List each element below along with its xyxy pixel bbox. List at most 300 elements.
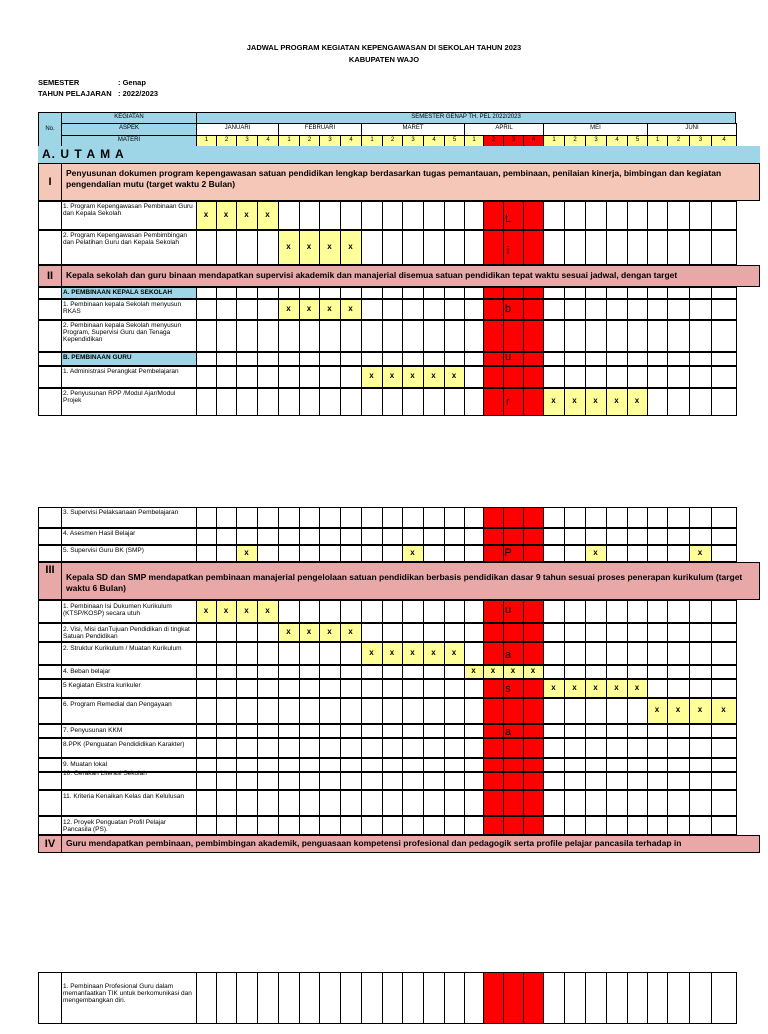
week-cell bbox=[361, 545, 383, 562]
week-cell bbox=[667, 600, 690, 623]
week-cell bbox=[423, 287, 445, 299]
week-cell bbox=[382, 320, 403, 352]
week-header-cell: 4 bbox=[606, 135, 628, 147]
week-cell bbox=[483, 698, 504, 724]
week-cell bbox=[340, 201, 362, 230]
week-cell bbox=[236, 816, 258, 835]
week-cell bbox=[543, 790, 565, 816]
week-cell bbox=[606, 790, 628, 816]
week-cell bbox=[423, 972, 445, 1024]
week-cell bbox=[257, 738, 279, 758]
section-iv-text: Guru mendapatkan pembinaan, pembimbingan akademik, penguasaan kompetensi profesional dan pedagogik serta profile pelajar pancasila terhadap in bbox=[61, 835, 760, 853]
week-cell bbox=[361, 738, 383, 758]
week-cell bbox=[361, 320, 383, 352]
week-cell bbox=[361, 528, 383, 545]
week-cell bbox=[257, 758, 279, 772]
week-cell bbox=[278, 679, 300, 698]
week-cell bbox=[711, 201, 737, 230]
week-cell bbox=[196, 772, 217, 790]
week-cell bbox=[382, 230, 403, 265]
week-header-cell: 1 bbox=[464, 135, 484, 147]
week-cell bbox=[503, 366, 524, 388]
week-header-cell: 4 bbox=[523, 135, 544, 147]
week-cell bbox=[689, 528, 712, 545]
week-cell bbox=[689, 201, 712, 230]
week-cell bbox=[361, 665, 383, 679]
week-cell bbox=[483, 366, 504, 388]
row-number-cell bbox=[38, 299, 62, 320]
week-cell bbox=[543, 623, 565, 642]
row-label: 4. Beban belajar bbox=[63, 668, 111, 675]
week-cell bbox=[585, 665, 607, 679]
week-cell bbox=[647, 366, 668, 388]
month-header-januari: JANUARI bbox=[196, 123, 279, 136]
week-cell bbox=[689, 287, 712, 299]
week-cell bbox=[382, 758, 403, 772]
section-a-heading: A. U T A M A bbox=[38, 146, 760, 163]
week-cell bbox=[278, 352, 300, 366]
week-cell bbox=[667, 724, 690, 738]
schedule-mark: x bbox=[327, 626, 332, 636]
week-cell bbox=[689, 366, 712, 388]
week-cell bbox=[278, 758, 300, 772]
month-header-mei: MEI bbox=[543, 123, 648, 136]
week-cell bbox=[585, 201, 607, 230]
week-cell bbox=[319, 772, 341, 790]
week-cell bbox=[299, 545, 320, 562]
row-label: 7. Penyusunan KKM bbox=[63, 727, 123, 734]
week-cell bbox=[585, 772, 607, 790]
week-cell bbox=[523, 287, 544, 299]
week-cell bbox=[340, 352, 362, 366]
header-kegiatan: KEGIATAN bbox=[61, 112, 197, 124]
week-cell bbox=[299, 642, 320, 665]
week-cell bbox=[196, 320, 217, 352]
week-cell bbox=[216, 816, 237, 835]
week-cell bbox=[236, 320, 258, 352]
week-cell bbox=[444, 758, 465, 772]
week-cell bbox=[278, 738, 300, 758]
week-cell bbox=[236, 287, 258, 299]
week-cell bbox=[667, 642, 690, 665]
week-cell bbox=[564, 201, 586, 230]
week-cell bbox=[402, 724, 424, 738]
section-iii-number: III bbox=[38, 562, 62, 600]
schedule-mark: x bbox=[551, 396, 556, 405]
week-cell bbox=[627, 230, 648, 265]
week-cell bbox=[423, 507, 445, 528]
week-cell bbox=[606, 201, 628, 230]
week-cell bbox=[606, 816, 628, 835]
week-cell bbox=[236, 366, 258, 388]
week-cell bbox=[257, 230, 279, 265]
week-cell bbox=[340, 790, 362, 816]
week-header-cell: 3 bbox=[236, 135, 258, 147]
week-cell bbox=[647, 230, 668, 265]
week-cell bbox=[606, 724, 628, 738]
week-cell bbox=[196, 287, 217, 299]
week-cell bbox=[319, 287, 341, 299]
week-cell bbox=[444, 724, 465, 738]
week-cell bbox=[319, 642, 341, 665]
week-cell bbox=[464, 507, 484, 528]
week-cell bbox=[236, 738, 258, 758]
week-cell bbox=[564, 623, 586, 642]
week-cell bbox=[236, 642, 258, 665]
week-cell bbox=[711, 287, 737, 299]
section-iii-text: Kepala SD dan SMP mendapatkan pembinaan manajerial pengelolaan satuan pendidikan berbasis pendidikan dasar 9 tahun sesuai proses penerapan kurikulum (target waktu 6 Bulan) bbox=[61, 562, 760, 600]
week-cell bbox=[585, 352, 607, 366]
week-cell bbox=[627, 600, 648, 623]
week-cell bbox=[340, 507, 362, 528]
week-cell bbox=[585, 287, 607, 299]
week-cell bbox=[606, 772, 628, 790]
week-header-cell: 5 bbox=[627, 135, 648, 147]
schedule-mark: x bbox=[410, 647, 415, 657]
week-cell bbox=[543, 299, 565, 320]
week-cell bbox=[257, 299, 279, 320]
schedule-mark: x bbox=[223, 209, 229, 219]
week-cell bbox=[423, 388, 445, 416]
week-cell bbox=[196, 724, 217, 738]
week-cell bbox=[299, 758, 320, 772]
week-cell bbox=[483, 758, 504, 772]
row-number-cell bbox=[38, 352, 62, 366]
week-cell bbox=[585, 600, 607, 623]
week-cell bbox=[361, 600, 383, 623]
week-cell bbox=[483, 528, 504, 545]
schedule-mark: x bbox=[551, 682, 556, 692]
schedule-mark: x bbox=[614, 396, 619, 405]
week-cell bbox=[503, 790, 524, 816]
week-cell bbox=[464, 724, 484, 738]
schedule-mark: x bbox=[203, 209, 209, 219]
week-cell bbox=[361, 758, 383, 772]
week-cell bbox=[711, 352, 737, 366]
week-cell bbox=[257, 972, 279, 1024]
week-cell bbox=[402, 698, 424, 724]
week-cell bbox=[444, 772, 465, 790]
row-number-cell bbox=[38, 230, 62, 265]
semester-label: SEMESTER bbox=[38, 78, 80, 87]
week-cell bbox=[236, 679, 258, 698]
week-cell bbox=[196, 642, 217, 665]
schedule-mark: x bbox=[244, 547, 249, 557]
week-cell bbox=[319, 352, 341, 366]
week-cell bbox=[278, 816, 300, 835]
week-cell bbox=[236, 790, 258, 816]
holiday-letter: s bbox=[505, 683, 511, 695]
schedule-mark: x bbox=[389, 371, 395, 380]
header-materi: MATERI bbox=[61, 135, 197, 147]
document-subtitle: KABUPATEN WAJO bbox=[348, 55, 420, 64]
week-cell bbox=[361, 623, 383, 642]
week-cell bbox=[278, 698, 300, 724]
week-cell bbox=[464, 545, 484, 562]
week-cell bbox=[382, 738, 403, 758]
week-cell bbox=[319, 698, 341, 724]
week-cell bbox=[402, 201, 424, 230]
row-number-cell bbox=[38, 287, 62, 299]
row-number-cell bbox=[38, 738, 62, 758]
row-number-cell bbox=[38, 758, 62, 772]
week-cell bbox=[299, 972, 320, 1024]
week-cell bbox=[444, 972, 465, 1024]
week-cell bbox=[503, 698, 524, 724]
week-cell bbox=[543, 366, 565, 388]
week-cell bbox=[543, 528, 565, 545]
schedule-mark: x bbox=[306, 626, 312, 636]
header-aspek: ASPEK bbox=[61, 123, 197, 136]
week-cell bbox=[278, 388, 300, 416]
week-cell bbox=[299, 507, 320, 528]
week-cell bbox=[402, 230, 424, 265]
week-cell bbox=[299, 600, 320, 623]
row-number-cell bbox=[38, 320, 62, 352]
week-cell bbox=[564, 738, 586, 758]
week-cell bbox=[299, 724, 320, 738]
week-cell bbox=[196, 623, 217, 642]
week-cell bbox=[257, 545, 279, 562]
week-cell bbox=[402, 528, 424, 545]
week-cell bbox=[340, 528, 362, 545]
month-header-februari: FEBRUARI bbox=[278, 123, 362, 136]
week-cell bbox=[196, 790, 217, 816]
week-cell bbox=[564, 772, 586, 790]
schedule-mark: x bbox=[697, 547, 703, 557]
week-cell bbox=[523, 972, 544, 1024]
week-cell bbox=[340, 772, 362, 790]
month-header-april: APRIL bbox=[464, 123, 544, 136]
week-cell bbox=[257, 665, 279, 679]
week-cell bbox=[711, 623, 737, 642]
holiday-letter: L bbox=[504, 213, 512, 225]
week-cell bbox=[483, 972, 504, 1024]
week-cell bbox=[444, 352, 465, 366]
week-cell bbox=[464, 772, 484, 790]
week-cell bbox=[423, 772, 445, 790]
week-cell bbox=[382, 972, 403, 1024]
week-cell bbox=[627, 738, 648, 758]
week-cell bbox=[361, 507, 383, 528]
row-label: 5 Kegiatan Ekstra kurikuler bbox=[63, 682, 141, 689]
week-cell bbox=[402, 772, 424, 790]
week-cell bbox=[543, 972, 565, 1024]
week-cell bbox=[340, 698, 362, 724]
week-cell bbox=[711, 642, 737, 665]
week-cell bbox=[257, 790, 279, 816]
schedule-mark: x bbox=[451, 647, 457, 657]
week-cell bbox=[299, 320, 320, 352]
week-cell bbox=[483, 287, 504, 299]
week-cell bbox=[667, 816, 690, 835]
week-cell bbox=[196, 299, 217, 320]
week-cell bbox=[627, 665, 648, 679]
row-label: 1. Pembinaan kepala Sekolah menyusun RKAS bbox=[63, 301, 182, 315]
week-cell bbox=[236, 972, 258, 1024]
tahun-value: : 2022/2023 bbox=[118, 89, 159, 98]
week-cell bbox=[402, 790, 424, 816]
week-cell bbox=[627, 528, 648, 545]
week-cell bbox=[299, 366, 320, 388]
row-number-cell bbox=[38, 528, 62, 545]
week-cell bbox=[361, 790, 383, 816]
schedule-mark: x bbox=[369, 647, 374, 657]
week-cell bbox=[503, 320, 524, 352]
week-cell bbox=[627, 724, 648, 738]
schedule-mark: x bbox=[306, 303, 312, 313]
week-cell bbox=[444, 545, 465, 562]
week-cell bbox=[402, 972, 424, 1024]
week-cell bbox=[319, 738, 341, 758]
row-number-cell bbox=[38, 507, 62, 528]
schedule-mark: x bbox=[286, 303, 291, 313]
week-cell bbox=[299, 388, 320, 416]
week-cell bbox=[216, 623, 237, 642]
week-cell bbox=[543, 816, 565, 835]
section-iv-number: IV bbox=[38, 835, 62, 853]
week-cell bbox=[606, 972, 628, 1024]
week-cell bbox=[299, 679, 320, 698]
row-number-cell bbox=[38, 790, 62, 816]
week-cell bbox=[647, 665, 668, 679]
week-cell bbox=[711, 388, 737, 416]
week-cell bbox=[361, 352, 383, 366]
week-cell bbox=[257, 528, 279, 545]
document-title: JADWAL PROGRAM KEGIATAN KEPENGAWASAN DI SEKOLAH TAHUN 2023 bbox=[246, 43, 522, 52]
week-cell bbox=[606, 545, 628, 562]
week-cell bbox=[196, 698, 217, 724]
week-header-cell: 4 bbox=[423, 135, 445, 147]
row-label: 1. Pembinaan Profesional Guru dalam memanfaatkan TIK untuk berkomunikasi dan mengembangkan diri. bbox=[63, 983, 192, 1004]
schedule-mark: x bbox=[593, 547, 598, 557]
week-cell bbox=[564, 528, 586, 545]
week-cell bbox=[543, 724, 565, 738]
month-header-maret: MARET bbox=[361, 123, 465, 136]
week-cell bbox=[278, 320, 300, 352]
week-cell bbox=[423, 816, 445, 835]
week-cell bbox=[402, 352, 424, 366]
schedule-mark: x bbox=[265, 209, 270, 219]
schedule-mark: x bbox=[389, 647, 395, 657]
row-number-cell bbox=[38, 698, 62, 724]
week-cell bbox=[340, 642, 362, 665]
week-header-cell: 2 bbox=[667, 135, 690, 147]
week-cell bbox=[689, 972, 712, 1024]
week-cell bbox=[382, 724, 403, 738]
subsection-a-heading: A. PEMBINAAN KEPALA SEKOLAH bbox=[63, 289, 173, 296]
holiday-letter: a bbox=[504, 649, 512, 661]
week-cell bbox=[564, 299, 586, 320]
week-cell bbox=[444, 738, 465, 758]
week-header-cell: 2 bbox=[564, 135, 586, 147]
week-cell bbox=[464, 388, 484, 416]
week-cell bbox=[564, 972, 586, 1024]
week-cell bbox=[236, 772, 258, 790]
week-cell bbox=[689, 507, 712, 528]
row-label: 2. Visi, Misi danTujuan Pendidikan di tingkat Satuan Pendidikan bbox=[63, 626, 190, 640]
week-cell bbox=[444, 600, 465, 623]
week-cell bbox=[423, 545, 445, 562]
week-cell bbox=[382, 528, 403, 545]
week-cell bbox=[361, 724, 383, 738]
week-cell bbox=[606, 758, 628, 772]
week-cell bbox=[606, 642, 628, 665]
week-cell bbox=[464, 201, 484, 230]
week-cell bbox=[361, 287, 383, 299]
week-cell bbox=[711, 790, 737, 816]
week-cell bbox=[278, 972, 300, 1024]
row-number-cell bbox=[38, 388, 62, 416]
week-cell bbox=[585, 642, 607, 665]
week-cell bbox=[585, 623, 607, 642]
schedule-mark: x bbox=[223, 605, 229, 615]
week-cell bbox=[402, 287, 424, 299]
week-cell bbox=[606, 665, 628, 679]
week-cell bbox=[464, 366, 484, 388]
week-cell bbox=[564, 545, 586, 562]
week-cell bbox=[236, 724, 258, 738]
week-cell bbox=[236, 507, 258, 528]
week-cell bbox=[647, 201, 668, 230]
week-cell bbox=[503, 738, 524, 758]
week-cell bbox=[278, 366, 300, 388]
week-cell bbox=[278, 665, 300, 679]
header-no: No. bbox=[38, 112, 62, 147]
week-cell bbox=[564, 287, 586, 299]
week-cell bbox=[464, 642, 484, 665]
week-cell bbox=[483, 623, 504, 642]
week-cell bbox=[402, 299, 424, 320]
week-cell bbox=[689, 642, 712, 665]
week-cell bbox=[543, 758, 565, 772]
row-number-cell bbox=[38, 724, 62, 738]
row-label: 3. Supervisi Pelaksanaan Pembelajaran bbox=[63, 509, 179, 516]
week-cell bbox=[382, 816, 403, 835]
week-cell bbox=[196, 738, 217, 758]
week-cell bbox=[236, 528, 258, 545]
week-cell bbox=[196, 679, 217, 698]
week-cell bbox=[647, 772, 668, 790]
week-cell bbox=[564, 758, 586, 772]
week-cell bbox=[464, 972, 484, 1024]
week-cell bbox=[257, 623, 279, 642]
schedule-mark: x bbox=[327, 241, 332, 251]
week-cell bbox=[503, 758, 524, 772]
week-header-cell: 2 bbox=[382, 135, 403, 147]
week-cell bbox=[340, 724, 362, 738]
week-cell bbox=[483, 738, 504, 758]
week-cell bbox=[299, 772, 320, 790]
week-cell bbox=[216, 724, 237, 738]
row-number-cell bbox=[38, 816, 62, 835]
week-cell bbox=[564, 816, 586, 835]
week-cell bbox=[361, 388, 383, 416]
week-cell bbox=[627, 758, 648, 772]
week-cell bbox=[382, 507, 403, 528]
schedule-mark: x bbox=[572, 682, 577, 692]
week-cell bbox=[667, 230, 690, 265]
week-cell bbox=[543, 772, 565, 790]
schedule-mark: x bbox=[572, 396, 577, 405]
schedule-mark: x bbox=[265, 605, 270, 615]
week-cell bbox=[382, 790, 403, 816]
week-cell bbox=[382, 665, 403, 679]
week-cell bbox=[402, 320, 424, 352]
section-i-number: I bbox=[38, 163, 62, 201]
week-cell bbox=[667, 545, 690, 562]
week-cell bbox=[647, 545, 668, 562]
